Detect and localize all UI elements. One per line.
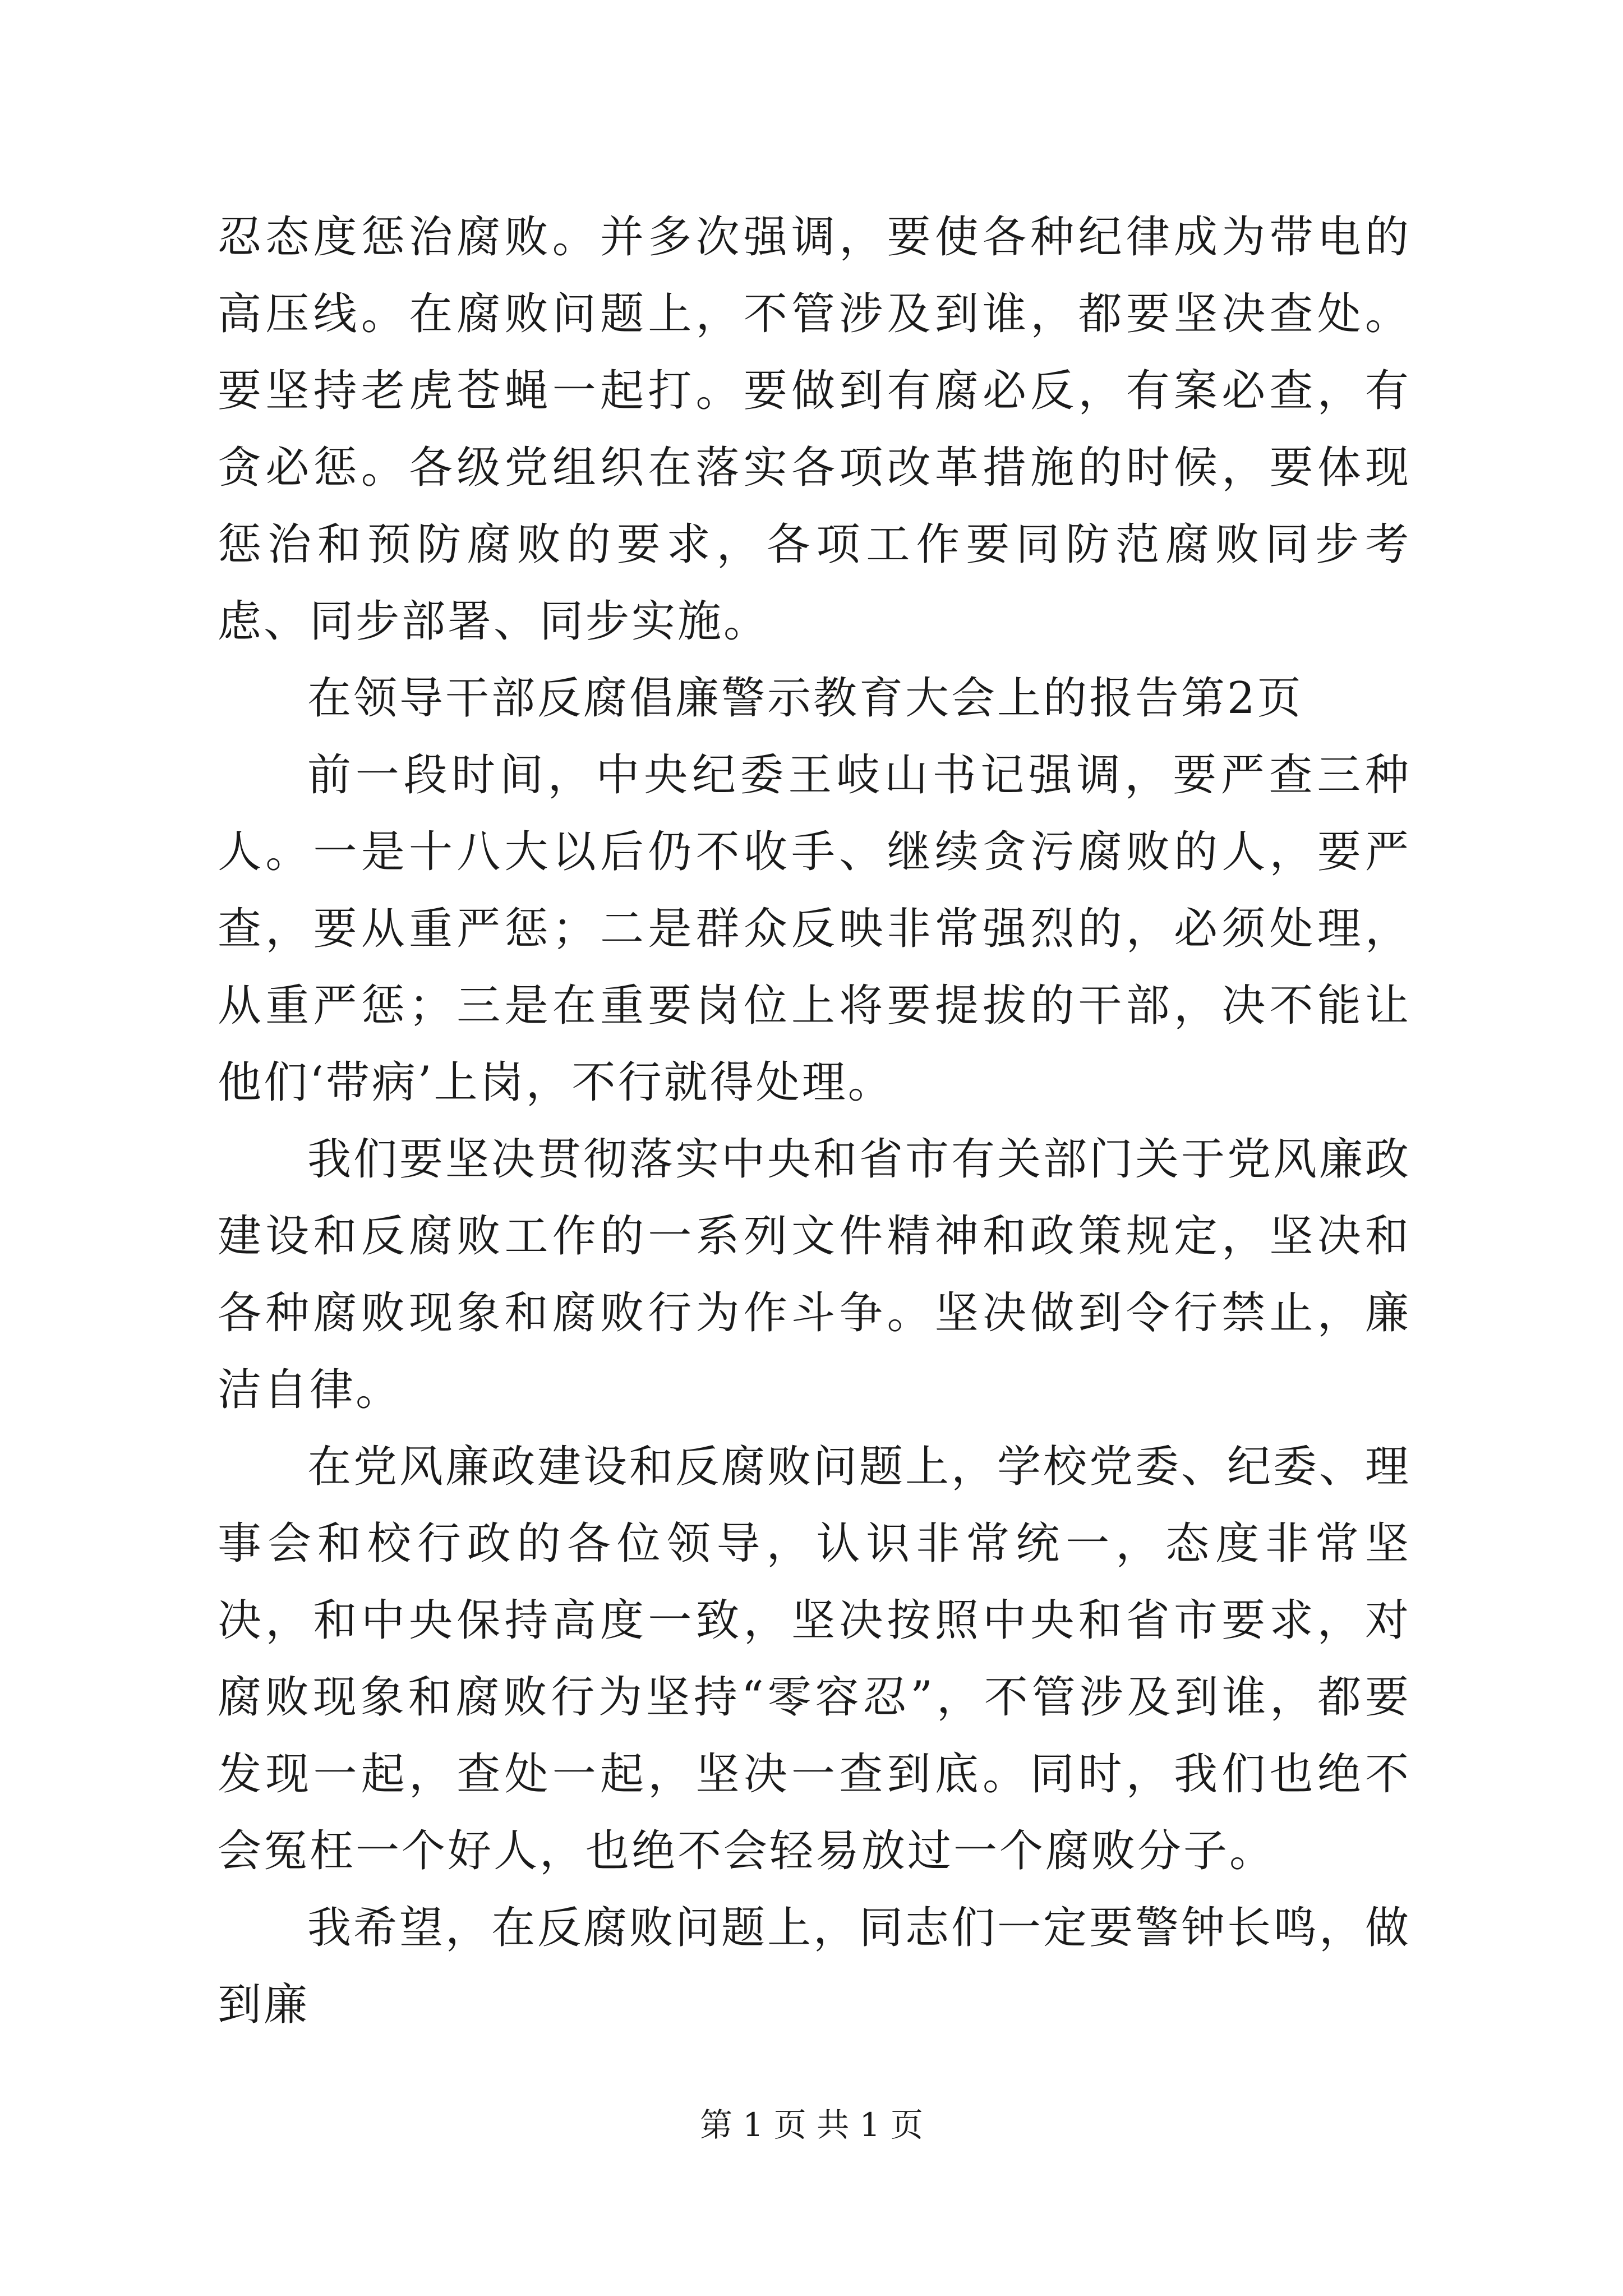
- document-body: [218, 199, 1411, 2044]
- paragraph-4: 我们要坚决贯彻落实中央和省市有关部门关于党风廉政建设和反腐败工作的一系列文件精神和政策规定，坚决和各种腐败现象和腐败行为作斗争。坚决做到令行禁止，廉洁自律。: [218, 1134, 1412, 1415]
- paragraph-6: 我希望，在反腐败问题上，同志们一定要警钟长鸣，做到廉: [218, 1903, 1412, 2030]
- page-footer: 第 1 页 共 1 页: [700, 2106, 923, 2144]
- paragraph-3: 前一段时间，中央纪委王岐山书记强调，要严查三种人。一是十八大以后仍不收手、继续贪污腐败的人，要严查，要从重严惩；二是群众反映非常强烈的，必须处理，从重严惩；三是在重要岗位上将要提拔的干部，决不能让他们‘带病’上岗，不行就得处理。: [218, 750, 1411, 1108]
- paragraph-2-title-line: 在领导干部反腐倡廉警示教育大会上的报告第2页: [307, 673, 1303, 724]
- paragraph-1: 忍态度惩治腐败。并多次强调，要使各种纪律成为带电的高压线。在腐败问题上，不管涉及到谁，都要坚决查处。要坚持老虎苍蝇一起打。要做到有腐必反，有案必查，有贪必惩。各级党组织在落实各项改革措施的时候，要体现惩治和预防腐败的要求，各项工作要同防范腐败同步考虑、同步部署、同步实施。: [218, 212, 1411, 647]
- paragraph-5: 在党风廉政建设和反腐败问题上，学校党委、纪委、理事会和校行政的各位领导，认识非常统一，态度非常坚决，和中央保持高度一致，坚决按照中央和省市要求，对腐败现象和腐败行为坚持“零容忍”，不管涉及到谁，都要发现一起，查处一起，坚决一查到底。同时，我们也绝不会冤枉一个好人，也绝不会轻易放过一个腐败分子。: [218, 1442, 1412, 1876]
